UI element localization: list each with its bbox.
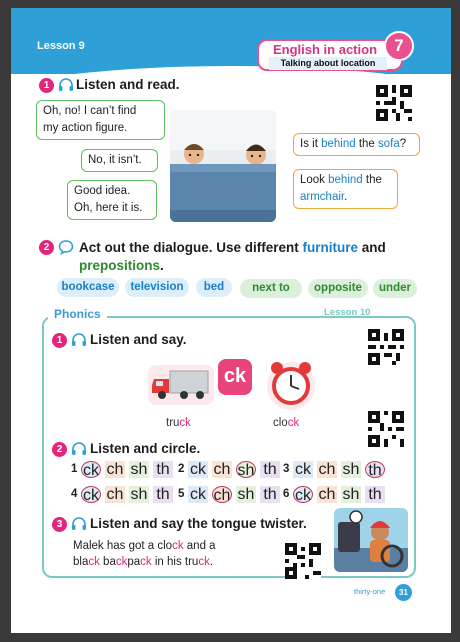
tongue-twister [73, 538, 216, 570]
sound-option-ck[interactable]: ck [83, 462, 99, 479]
twister-text: ba [99, 556, 116, 568]
sound-option-ch[interactable]: ch [213, 487, 231, 504]
twister-text: ck [140, 556, 152, 568]
lesson-label: Lesson 9 [37, 40, 85, 52]
lesson-label: Lesson 10 [324, 307, 371, 318]
bubble-text: Is it [300, 138, 322, 150]
word-part: tru [166, 417, 180, 429]
bubble-text: Look [300, 174, 329, 186]
word-part: clo [273, 417, 288, 429]
headphones-icon[interactable] [71, 441, 87, 457]
page-number-text: thirty-one [354, 587, 386, 596]
truck-icon [148, 365, 214, 405]
twister-text: in his tru [151, 556, 199, 568]
word-part: ck [179, 417, 191, 429]
twister-text: ck [172, 540, 184, 552]
bubble-text: the [355, 138, 379, 150]
qr-code[interactable] [368, 411, 404, 447]
furniture-chip: television [125, 278, 189, 297]
highlighted-word: behind [321, 138, 356, 150]
twister-text: Malek has got a clo [73, 540, 173, 552]
qr-code[interactable] [376, 85, 412, 121]
headphones-icon[interactable] [71, 516, 87, 532]
word-part: ck [287, 417, 300, 429]
speech-bubble [36, 100, 165, 140]
english-in-action-badge [257, 39, 403, 71]
sound-option-ch[interactable]: ch [213, 461, 231, 478]
qr-code[interactable] [368, 329, 404, 365]
twister-text: and a [183, 540, 216, 552]
bubble-text: my action figure. [43, 122, 128, 134]
twister-text: pa [127, 556, 141, 568]
sound-option-sh[interactable]: sh [342, 461, 360, 478]
bubble-text [300, 172, 391, 189]
section-title: Listen and read. [76, 77, 180, 92]
twister-line [73, 554, 216, 570]
highlighted-word: furniture [302, 240, 359, 255]
speech-icon [58, 239, 74, 255]
bubble-text: the [362, 174, 382, 186]
furniture-chip: bed [196, 278, 232, 297]
grid-item-number: 4 [71, 488, 78, 500]
sound-option-sh[interactable]: sh [342, 486, 360, 503]
qr-code[interactable] [285, 543, 321, 579]
preposition-chip: next to [240, 279, 302, 298]
speech-bubble [293, 133, 420, 156]
headphones-icon[interactable] [71, 332, 87, 348]
badge-subtitle: Talking about location [269, 57, 387, 70]
grid-item-number: 5 [178, 488, 185, 500]
bubble-text [300, 189, 391, 206]
section-title: Listen and say. [90, 332, 187, 347]
sound-option-sh[interactable]: sh [237, 486, 255, 503]
section-number: 1 [39, 78, 54, 93]
sound-option-sh[interactable]: sh [237, 462, 255, 479]
sound-option-ck[interactable]: ck [83, 487, 99, 504]
title-text: Act out the dialogue. Use different [79, 240, 303, 255]
example-word-truck [166, 417, 191, 429]
twister-text: ck [198, 556, 210, 568]
highlighted-word: armchair [300, 191, 345, 203]
sound-option-ck[interactable]: ck [295, 461, 311, 478]
section-number: 2 [39, 240, 54, 255]
bubble-text: Good idea. [74, 185, 131, 197]
unit-number-badge: 7 [384, 31, 414, 61]
sound-option-sh[interactable]: sh [130, 486, 148, 503]
sound-option-th[interactable]: th [260, 486, 280, 503]
grid-item-number: 1 [71, 463, 78, 475]
section-title [79, 239, 419, 275]
bubble-text: ? [399, 138, 407, 150]
sound-option-ck[interactable]: ck [295, 487, 311, 504]
headphones-icon[interactable] [58, 77, 74, 93]
example-word-clock [273, 417, 299, 429]
twister-text: . [209, 556, 214, 568]
twister-text: ck [88, 556, 100, 568]
twister-text: bla [73, 556, 89, 568]
badge-title: English in action [273, 42, 378, 57]
bubble-text: Oh, no! I can’t find [43, 105, 137, 117]
ck-sound-badge: ck [218, 359, 252, 395]
page-number: 31 [395, 584, 412, 601]
sound-option-ch[interactable]: ch [318, 486, 336, 503]
sound-option-th[interactable]: th [260, 461, 280, 478]
speech-bubble [67, 180, 157, 220]
textbook-page [11, 8, 451, 633]
clock-icon [261, 358, 321, 410]
speech-bubble [293, 169, 398, 209]
highlighted-word: sofa [378, 138, 400, 150]
sound-option-ch[interactable]: ch [318, 461, 336, 478]
section-title: Listen and circle. [90, 441, 201, 456]
sound-option-th[interactable]: th [365, 461, 385, 478]
title-text: . [160, 258, 164, 273]
highlighted-word: prepositions [79, 258, 161, 273]
preposition-chip: under [373, 279, 417, 298]
twister-text: ck [115, 556, 128, 568]
speech-bubble [81, 149, 158, 172]
phonics-tab: Phonics [48, 307, 107, 322]
section-number: 2 [52, 442, 67, 457]
bubble-text [300, 136, 413, 153]
sound-option-ch[interactable]: ch [106, 461, 124, 478]
twister-line [73, 538, 216, 554]
sound-option-th[interactable]: th [153, 461, 173, 478]
sound-option-sh[interactable]: sh [130, 461, 148, 478]
sound-option-th[interactable]: th [365, 486, 385, 503]
sound-option-ck[interactable]: ck [190, 486, 206, 503]
preposition-chip: opposite [308, 279, 368, 298]
title-text: and [358, 240, 386, 255]
sound-option-th[interactable]: th [153, 486, 173, 503]
furniture-chip: bookcase [57, 278, 119, 297]
children-behind-sofa-photo [170, 110, 276, 222]
bubble-text: . [344, 191, 348, 203]
section-number: 1 [52, 333, 67, 348]
grid-item-number: 2 [178, 463, 185, 475]
bubble-text: No, it isn’t. [88, 154, 142, 166]
section-number: 3 [52, 517, 67, 532]
bubble-text: Oh, here it is. [74, 202, 143, 214]
grid-item-number: 3 [283, 463, 290, 475]
sound-option-ck[interactable]: ck [190, 461, 206, 478]
highlighted-word: behind [328, 174, 363, 186]
boy-driving-truck-illustration [334, 508, 408, 572]
section-title: Listen and say the tongue twister. [90, 516, 307, 531]
sound-option-ch[interactable]: ch [106, 486, 124, 503]
grid-item-number: 6 [283, 488, 290, 500]
